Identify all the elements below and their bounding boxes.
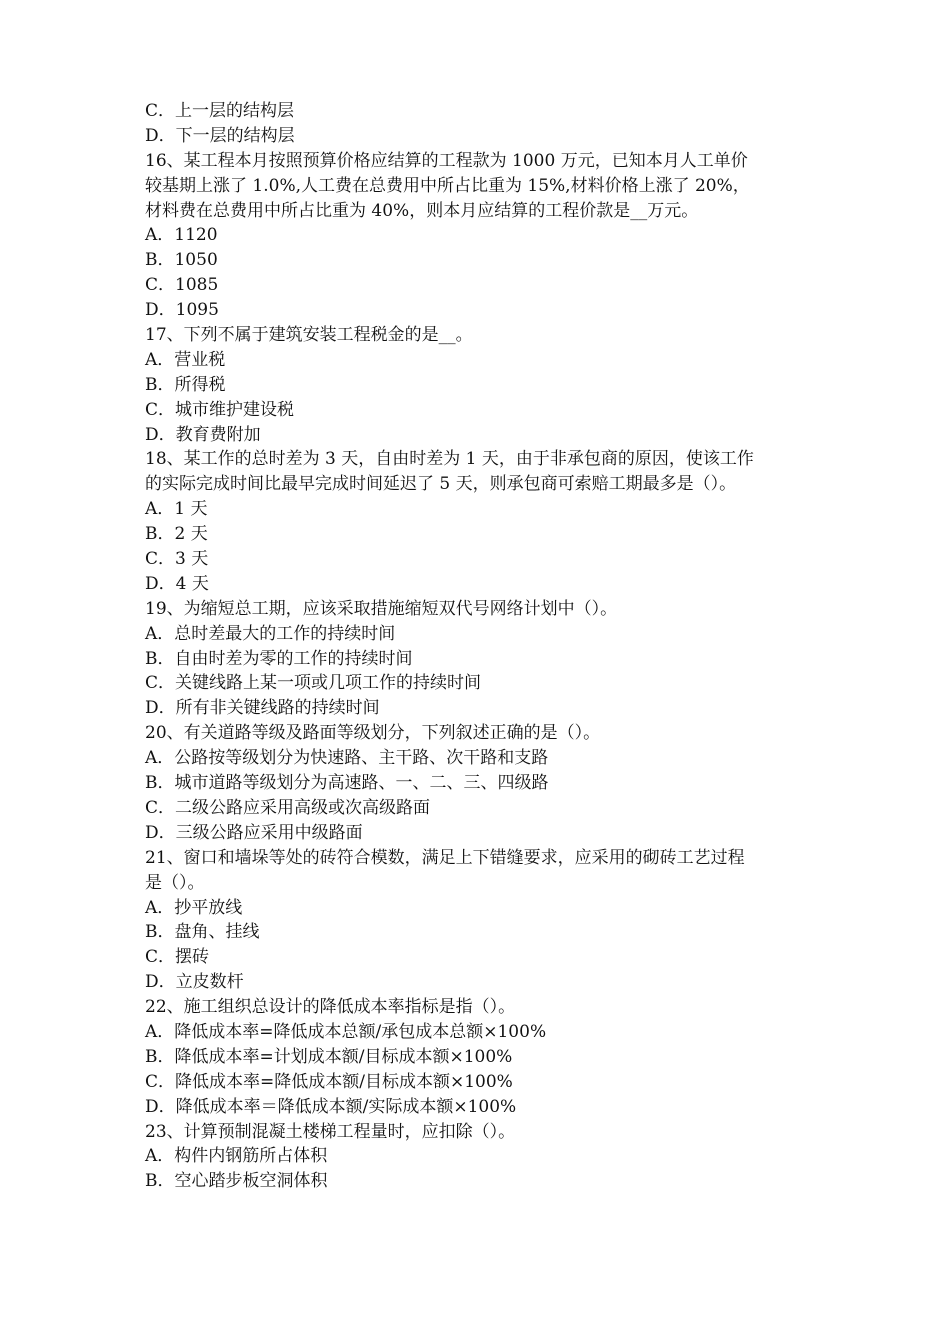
text-line: B．自由时差为零的工作的持续时间: [145, 648, 413, 669]
text-line: A．营业税: [145, 349, 226, 370]
text-line: 16、某工程本月按照预算价格应结算的工程款为 1000 万元，已知本月人工单价: [145, 150, 748, 171]
text-line: C．3 天: [145, 549, 209, 570]
text-line: B．所得税: [145, 374, 226, 395]
text-line: B．降低成本率=计划成本额/目标成本额×100%: [145, 1046, 513, 1067]
text-line: 20、有关道路等级及路面等级划分，下列叙述正确的是（）。: [145, 723, 601, 744]
text-line: 22、施工组织总设计的降低成本率指标是指（）。: [145, 997, 516, 1018]
text-line: C．上一层的结构层: [145, 101, 295, 121]
text-line: C．城市维护建设税: [145, 399, 295, 420]
text-line: A．1120: [145, 225, 218, 246]
text-line: 18、某工作的总时差为 3 天，自由时差为 1 天，由于非承包商的原因，使该工作: [145, 449, 754, 470]
text-line: A．抄平放线: [145, 897, 243, 918]
text-line: 23、计算预制混凝土楼梯工程量时，应扣除（）。: [145, 1121, 516, 1142]
text-line: C．关键线路上某一项或几项工作的持续时间: [145, 673, 482, 694]
text-line: C．降低成本率=降低成本额/目标成本额×100%: [145, 1071, 513, 1092]
text-line: B．盘角、挂线: [145, 922, 260, 943]
text-line: 21、窗口和墙垛等处的砖符合模数，满足上下错缝要求，应采用的砌砖工艺过程: [145, 847, 745, 868]
text-line: D．立皮数杆: [145, 972, 244, 993]
text-line: A．降低成本率=降低成本总额/承包成本总额×100%: [145, 1021, 547, 1042]
text-line: 较基期上涨了 1.0%,人工费在总费用中所占比重为 15%,材料价格上涨了 20%，: [145, 175, 750, 196]
text-line: D．下一层的结构层: [145, 125, 295, 146]
text-line: D．1095: [145, 300, 219, 321]
text-line: C．二级公路应采用高级或次高级路面: [145, 797, 431, 818]
text-line: B．城市道路等级划分为高速路、一、二、三、四级路: [145, 773, 549, 794]
text-line: B．1050: [145, 250, 218, 271]
text-line: A．公路按等级划分为快速路、主干路、次干路和支路: [145, 748, 549, 769]
text-line: 17、下列不属于建筑安装工程税金的是__。: [145, 325, 473, 346]
text-line: D．三级公路应采用中级路面: [145, 822, 363, 843]
text-line: A．1 天: [145, 499, 208, 520]
text-line: C．摆砖: [145, 947, 210, 968]
text-line: A．总时差最大的工作的持续时间: [145, 623, 396, 644]
text-line: 19、为缩短总工期，应该采取措施缩短双代号网络计划中（）。: [145, 598, 618, 619]
text-line: 是（）。: [145, 872, 205, 893]
text-line: 材料费在总费用中所占比重为 40%，则本月应结算的工程价款是__万元。: [145, 200, 699, 221]
text-line: D．所有非关键线路的持续时间: [145, 698, 380, 719]
text-line: D．4 天: [145, 573, 209, 594]
text-line: D．降低成本率＝降低成本额/实际成本额×100%: [145, 1096, 517, 1117]
text-line: D．教育费附加: [145, 424, 261, 445]
text-line: C．1085: [145, 275, 219, 296]
text-line: B．2 天: [145, 524, 208, 545]
text-line: A．构件内钢筋所占体积: [145, 1146, 328, 1167]
document-text: [145, 99, 825, 1194]
text-line: 的实际完成时间比最早完成时间延迟了 5 天，则承包商可索赔工期最多是（）。: [145, 474, 737, 495]
text-line: B．空心踏步板空洞体积: [145, 1171, 328, 1192]
